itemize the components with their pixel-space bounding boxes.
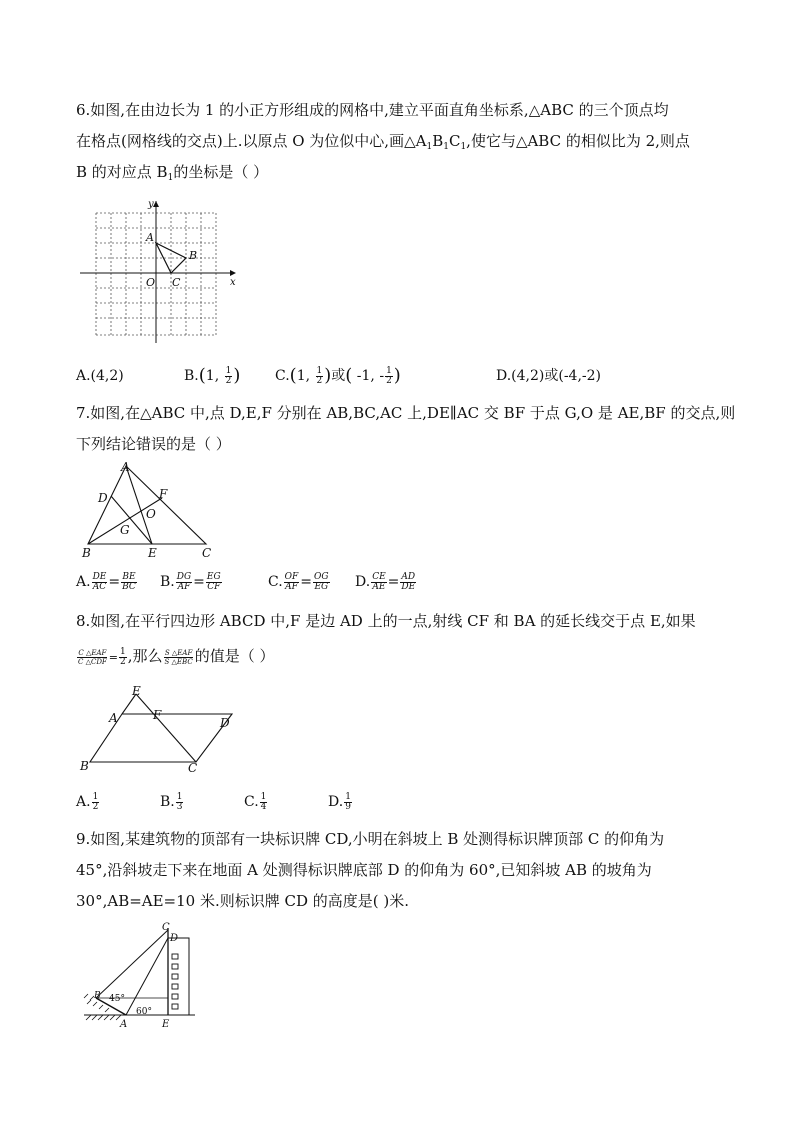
q7-d-eq: = (387, 574, 400, 590)
q6-option-c-den2: 2 (386, 375, 392, 386)
q7-triangle-abc (88, 466, 206, 544)
q7-a-den1: AC (92, 581, 107, 592)
q8-option-a[interactable] (76, 792, 100, 812)
q6-option-b-label: B. (184, 368, 199, 384)
q7-d-den2: DE (401, 581, 416, 592)
q8-option-d-label: D. (328, 794, 344, 810)
q8-line-1: 8.如图,在平行四边形 ABCD 中,F 是边 AD 上的一点,射线 CF 和 BA 的延长线交于点 E,如果 (76, 612, 696, 630)
q7-a-num1: DE (92, 571, 107, 582)
q8-label-b: B (80, 759, 89, 773)
q9-building-figure (80, 920, 210, 1032)
q6-label-a: A (146, 231, 154, 244)
q7-label-b: B (82, 546, 91, 560)
q8-option-c-label: C. (244, 794, 259, 810)
q7-label-g: G (120, 523, 130, 537)
q6-option-d[interactable]: D.(4,2)或(-4,-2) (496, 368, 602, 384)
q6-label-x: x (230, 277, 236, 288)
q9-label-c: C (162, 922, 170, 933)
q9-line-2: 45°,沿斜坡走下来在地面 A 处测得标识牌底部 D 的仰角为 60°,已知斜坡 AB 的坡角为 (76, 861, 652, 879)
q8-d-num: 1 (345, 791, 351, 802)
q6-option-c-num2: 1 (386, 365, 392, 376)
q8-label-a: A (109, 711, 118, 725)
q8-segment-ec (136, 694, 196, 762)
q6-x-arrow-icon (230, 270, 236, 276)
q6-option-b-num: 1 (225, 365, 232, 376)
q8-half-num: 1 (120, 646, 126, 657)
q6-line-3: B 的对应点 $B_1$的坐标是（ ） (76, 163, 269, 183)
q6-option-c-num: 1 (316, 365, 323, 376)
q7-segment-ae (126, 466, 152, 544)
q7-label-a: A (121, 460, 130, 474)
q6-option-c-neg: -1, - (356, 368, 385, 384)
q9-line-1: 9.如图,某建筑物的顶部有一块标识牌 CD,小明在斜坡上 B 处测得标识牌顶部 C 的仰角为 (76, 830, 665, 848)
q7-option-b-label: B. (160, 574, 175, 590)
q7-label-e: E (148, 546, 157, 560)
q7-d-num2: AD (401, 571, 416, 582)
q7-option-b[interactable] (160, 572, 223, 592)
q8-label-c: C (188, 761, 198, 775)
q8-label-f: F (153, 708, 162, 722)
q7-line-2: 下列结论错误的是（ ） (76, 435, 231, 453)
q7-option-d[interactable] (355, 572, 417, 592)
q6-option-c-label: C. (275, 368, 290, 384)
q6-option-c-one: 1 (296, 368, 306, 384)
q8-line-2c: 的值是（ ） (194, 647, 275, 665)
q8-ratio-num: C △EAF (78, 648, 107, 657)
q6-option-c-den: 2 (316, 375, 323, 386)
q6-y-arrow-icon (153, 201, 159, 207)
q8-a-den: 2 (92, 801, 99, 812)
q7-c-num1: OF (284, 571, 299, 582)
q6-grid-figure (70, 195, 250, 355)
q8-area-den: S △EBC (164, 657, 193, 666)
q7-a-den2: BC (122, 581, 136, 592)
q8-b-num: 1 (176, 791, 183, 802)
q8-label-d: D (220, 716, 230, 730)
q7-d-den1: AE (372, 581, 386, 592)
q6-option-c[interactable]: C.(1, $\frac{1}{2}$ )或( -1, - $\frac{1}{2}$ ) (275, 365, 401, 386)
q7-c-den2: EG (314, 581, 329, 592)
q8-label-e: E (132, 684, 141, 698)
q7-line-1: 7.如图,在△ABC 中,点 D,E,F 分别在 AB,BC,AC 上,DE∥AC 交 BF 于点 G,O 是 AE,BF 的交点,则 (76, 404, 736, 422)
q7-triangle-figure (74, 458, 224, 560)
q7-option-d-label: D. (355, 574, 371, 590)
q7-label-d: D (98, 491, 108, 505)
q9-line-3: 30°,AB=AE=10 米.则标识牌 CD 的高度是( )米. (76, 892, 410, 910)
q7-label-c: C (202, 546, 212, 560)
q6-option-b[interactable]: B.(1, $\frac{1}{2}$ ) (184, 365, 241, 386)
q9-label-e: E (162, 1019, 170, 1030)
q6-line-3a: B 的对应点 B (76, 163, 168, 181)
q6-label-y: y (148, 199, 154, 210)
q8-area-num: S △EAF (164, 648, 193, 657)
q6-line-2: 在格点(网格线的交点)上.以原点 O 为位似中心,画$\triangle A_1B_1C_1$,使它与△ABC 的相似比为 2,则点 (76, 132, 690, 152)
q6-line-2b: ,使它与△ABC 的相似比为 2,则点 (466, 132, 690, 150)
q6-label-b: B (189, 249, 198, 262)
q8-c-den: 4 (260, 801, 267, 812)
q7-b-num1: DG (176, 571, 192, 582)
q8-line-2b: ,那么 (127, 647, 163, 665)
q7-c-den1: AF (285, 581, 298, 592)
q7-option-a[interactable] (76, 572, 138, 592)
q6-option-b-den: 2 (225, 375, 232, 386)
q8-half-den: 2 (120, 656, 126, 667)
q8-a-num: 1 (92, 791, 99, 802)
q7-d-num1: CE (372, 571, 386, 582)
q8-option-c[interactable] (244, 792, 268, 812)
q7-c-eq: = (300, 574, 313, 590)
q7-a-eq: = (108, 574, 121, 590)
q7-b-num2: EG (206, 571, 221, 582)
q7-a-num2: BE (122, 571, 136, 582)
q6-label-c: C (172, 276, 181, 289)
q9-label-d: D (170, 933, 179, 944)
q9-building (168, 938, 189, 1015)
q9-building-windows (172, 954, 178, 1009)
q6-line-2a: 在格点(网格线的交点)上.以原点 O 为位似中心,画△A (76, 132, 427, 150)
q6-option-b-one: 1 (205, 368, 215, 384)
q9-label-b: B (94, 991, 101, 1001)
q8-d-den: 9 (345, 801, 351, 812)
q8-option-d[interactable] (328, 792, 353, 812)
q7-b-den1: AF (177, 581, 191, 592)
q8-eq: = (108, 651, 119, 664)
q6-option-a[interactable]: A.(4,2) (76, 368, 124, 384)
q8-b-den: 3 (176, 801, 183, 812)
q9-angle-45: 45° (109, 994, 125, 1004)
q6-line-3b: 的坐标是（ ） (173, 163, 269, 181)
q7-label-o: O (146, 507, 156, 521)
q6-option-c-or: 或 (331, 368, 346, 384)
q8-option-b[interactable] (160, 792, 184, 812)
q8-parallelogram-figure (76, 682, 246, 774)
q9-angle-60: 60° (136, 1007, 152, 1017)
q9-ground-hatch (86, 1015, 121, 1020)
q8-option-a-label: A. (76, 794, 91, 810)
q9-sightline-bc (96, 930, 168, 998)
q7-b-den2: CF (207, 581, 221, 592)
q7-c-num2: OG (314, 571, 329, 582)
q8-ratio-den: C △CDF (78, 657, 107, 666)
q7-option-c[interactable] (268, 572, 331, 592)
q7-option-a-label: A. (76, 574, 91, 590)
q9-label-a: A (120, 1019, 128, 1030)
q7-option-c-label: C. (268, 574, 283, 590)
q8-line-2 (76, 646, 274, 668)
q7-label-f: F (159, 487, 168, 501)
q8-c-num: 1 (260, 791, 267, 802)
q6-line-1: 6.如图,在由边长为 1 的小正方形组成的网格中,建立平面直角坐标系,△ABC 的三个顶点均 (76, 101, 669, 119)
q6-label-o: O (146, 276, 156, 289)
q8-option-b-label: B. (160, 794, 175, 810)
q7-b-eq: = (193, 574, 205, 590)
